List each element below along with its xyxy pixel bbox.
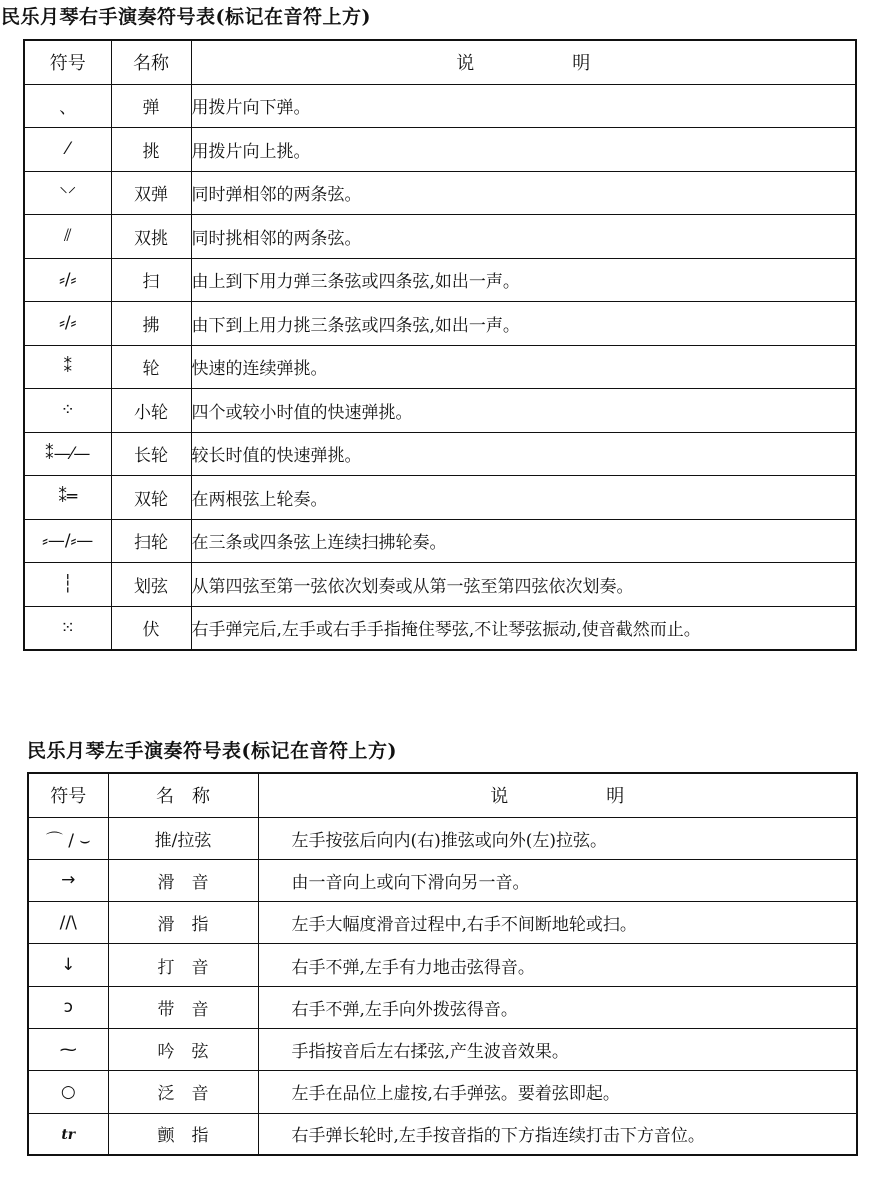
table-header-row (24, 40, 856, 84)
notation-symbol: ⌒ / ⌣ (45, 830, 91, 851)
name-cell: 滑 指 (108, 902, 258, 944)
name-cell: 小轮 (111, 389, 191, 433)
description-cell: 右手弹长轮时,左手按音指的下方指连续打击下方音位。 (258, 1113, 857, 1155)
description-cell: 同时弹相邻的两条弦。 (191, 171, 856, 215)
table-row (24, 432, 856, 476)
notation-symbol: ○ (60, 1081, 76, 1102)
symbol-cell (28, 1113, 108, 1155)
name-cell: 双挑 (111, 215, 191, 259)
header-desc-char-1: 说 (490, 786, 509, 808)
name-cell: 双弹 (111, 171, 191, 215)
symbol-cell (24, 258, 111, 302)
name-cell: 轮 (111, 345, 191, 389)
notation-symbol: ⸗—/⸗— (42, 530, 94, 551)
name-cell: 拂 (111, 302, 191, 346)
header-name: 名称 (111, 40, 191, 84)
header-name: 名 称 (108, 773, 258, 817)
table-row (28, 1113, 857, 1155)
name-cell: 吟 弦 (108, 1028, 258, 1070)
table-row (24, 128, 856, 172)
symbol-cell (24, 171, 111, 215)
notation-symbol: ↓ (61, 955, 76, 976)
name-cell: 双轮 (111, 476, 191, 520)
name-cell: 带 音 (108, 986, 258, 1028)
symbol-cell (24, 345, 111, 389)
table-row (24, 345, 856, 389)
notation-symbol: //\ (59, 912, 77, 933)
table-row (28, 817, 857, 859)
table-row (24, 171, 856, 215)
name-cell: 弹 (111, 84, 191, 128)
symbol-cell (28, 986, 108, 1028)
name-cell: 挑 (111, 128, 191, 172)
symbol-cell (28, 902, 108, 944)
notation-symbol: ⸗/⸗ (59, 269, 77, 290)
symbol-cell (24, 432, 111, 476)
symbol-cell (28, 1028, 108, 1070)
table-row (24, 389, 856, 433)
description-cell: 同时挑相邻的两条弦。 (191, 215, 856, 259)
name-cell: 长轮 (111, 432, 191, 476)
notation-symbol: ┆ (62, 574, 73, 595)
symbol-cell (24, 519, 111, 563)
name-cell: 泛 音 (108, 1071, 258, 1113)
description-cell: 四个或较小时值的快速弹挑。 (191, 389, 856, 433)
description-cell: 由下到上用力挑三条弦或四条弦,如出一声。 (191, 302, 856, 346)
symbol-cell (28, 859, 108, 901)
description-cell: 从第四弦至第一弦依次划奏或从第一弦至第四弦依次划奏。 (191, 563, 856, 607)
table-row (24, 606, 856, 650)
symbol-cell (24, 563, 111, 607)
header-description (258, 773, 857, 817)
description-cell: 快速的连续弹挑。 (191, 345, 856, 389)
description-cell: 在三条或四条弦上连续扫拂轮奏。 (191, 519, 856, 563)
symbol-cell (24, 215, 111, 259)
description-cell: 左手按弦后向内(右)推弦或向外(左)拉弦。 (258, 817, 857, 859)
description-cell: 右手不弹,左手向外拨弦得音。 (258, 986, 857, 1028)
table-row (28, 1071, 857, 1113)
table-row (28, 859, 857, 901)
notation-symbol: ⁄ (66, 139, 70, 160)
table-row (28, 944, 857, 986)
notation-symbol: ⁑═ (58, 487, 78, 508)
table-row (24, 476, 856, 520)
table-row (28, 902, 857, 944)
name-cell: 扫 (111, 258, 191, 302)
description-cell: 右手弹完后,左手或右手手指掩住琴弦,不让琴弦振动,使音截然而止。 (191, 606, 856, 650)
notation-symbol: 、 (59, 98, 77, 119)
name-cell: 扫轮 (111, 519, 191, 563)
name-cell: 颤 指 (108, 1113, 258, 1155)
description-cell: 用拨片向下弹。 (191, 84, 856, 128)
table-row (28, 986, 857, 1028)
description-cell: 手指按音后左右揉弦,产生波音效果。 (258, 1028, 857, 1070)
header-desc-char-1: 说 (456, 53, 475, 75)
header-symbol: 符号 (24, 40, 111, 84)
symbol-cell (28, 944, 108, 986)
notation-symbol: ⁑—⁄— (45, 443, 91, 464)
table1-title: 民乐月琴右手演奏符号表(标记在音符上方) (1, 6, 371, 28)
notation-symbol: → (61, 870, 76, 891)
table-header-row (28, 773, 857, 817)
notation-symbol: ⸌⸍ (59, 184, 77, 205)
name-cell: 推/拉弦 (108, 817, 258, 859)
notation-symbol: tr (61, 1126, 76, 1143)
notation-symbol: ⁓ (59, 1039, 77, 1060)
symbol-cell (24, 302, 111, 346)
notation-symbol: ⸗/⸗ (59, 313, 77, 334)
header-symbol: 符号 (28, 773, 108, 817)
symbol-cell (24, 476, 111, 520)
header-desc-char-2: 明 (572, 53, 591, 75)
table-row (24, 519, 856, 563)
notation-symbol: ⁘ (60, 400, 75, 421)
notation-symbol: ⫽ (63, 226, 72, 247)
description-cell: 右手不弹,左手有力地击弦得音。 (258, 944, 857, 986)
symbol-cell (24, 84, 111, 128)
right-hand-symbol-table (23, 39, 857, 651)
name-cell: 伏 (111, 606, 191, 650)
table-row (28, 1028, 857, 1070)
table-row (24, 258, 856, 302)
description-cell: 左手在品位上虚按,右手弹弦。要着弦即起。 (258, 1071, 857, 1113)
notation-symbol: ⁑ (63, 356, 72, 377)
description-cell: 由上到下用力弹三条弦或四条弦,如出一声。 (191, 258, 856, 302)
description-cell: 较长时值的快速弹挑。 (191, 432, 856, 476)
description-cell: 由一音向上或向下滑向另一音。 (258, 859, 857, 901)
header-desc-char-2: 明 (606, 786, 625, 808)
symbol-cell (28, 1071, 108, 1113)
name-cell: 划弦 (111, 563, 191, 607)
header-description (191, 40, 856, 84)
notation-symbol: ⁙ (60, 617, 75, 638)
table2-title: 民乐月琴左手演奏符号表(标记在音符上方) (27, 740, 397, 762)
table-row (24, 215, 856, 259)
table-row (24, 563, 856, 607)
symbol-cell (28, 817, 108, 859)
left-hand-symbol-table (27, 772, 858, 1156)
symbol-cell (24, 389, 111, 433)
name-cell: 打 音 (108, 944, 258, 986)
notation-symbol: ɔ (63, 997, 73, 1018)
name-cell: 滑 音 (108, 859, 258, 901)
description-cell: 左手大幅度滑音过程中,右手不间断地轮或扫。 (258, 902, 857, 944)
table-row (24, 302, 856, 346)
symbol-cell (24, 606, 111, 650)
symbol-cell (24, 128, 111, 172)
description-cell: 在两根弦上轮奏。 (191, 476, 856, 520)
table-row (24, 84, 856, 128)
description-cell: 用拨片向上挑。 (191, 128, 856, 172)
